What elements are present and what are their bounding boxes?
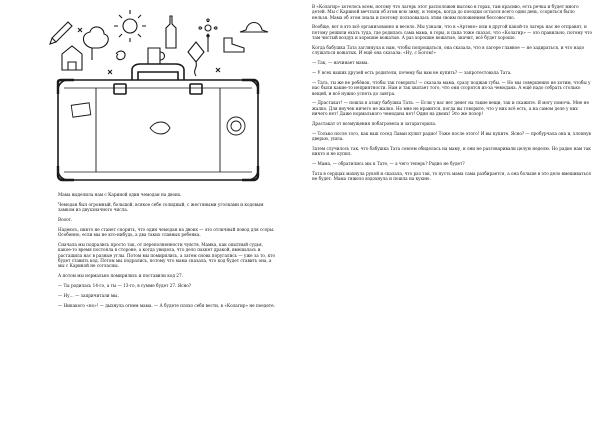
paragraph: Чемодан был огромный, большой, всякое себе солидный, с жестяными уголками и кодовым замком из двухзначного числа. xyxy=(58,201,264,213)
paragraph: Вообще, вот в это всё организованно и весело. Мы узнали, что в «Артеке» или в другой какой-то лагерь нас не отправят, и потому решили ехать туда, где родилась сама мама, в горы, и папа тоже сказал, что «Колагир» — это правильно, потому что там чистый воздух и хорошие вожатые. А раз хорошие вожатые, значит, всё будет хорошо. xyxy=(312,24,592,41)
right-page-text xyxy=(312,4,592,186)
suitcase-illustration xyxy=(20,8,282,188)
paragraph: Когда бабушка Тата заглянула к нам, чтобы попрощаться, она сказала, что в лагере главное — не задираться, и что надо слушаться вожатых. И ещё она сказала: «Ну, с Богом!» xyxy=(312,44,585,56)
paragraph: — Ну… — запричитали мы. xyxy=(58,293,119,299)
paragraph: Драстакат от возмущения побагровела и затараторила. xyxy=(312,120,437,126)
left-page-text xyxy=(58,192,278,313)
paragraph: — У всех ваших друзей есть родители, почему бы вам не купить? — запротестовала Тата. xyxy=(312,70,512,76)
paragraph: В «Колагир» хотелось всем, потому что лагерь этот расположен высоко в горах, там красиво, есть речка и будет много детей. Мы с Кариной мечтали об этом всю зиму, и теперь, когда до поездки остался всего один день, ссориться было нельзя. Мама об этом знала и поэтому пользовалась этим своим положением бессовестно. xyxy=(312,4,579,20)
paragraph: — Драстакат! — пошла в атаку бабушка Тата. — Если у вас нет денег на такие вещи, так и скажите. Я могу помочь. Мне не жалко. Для внучек ничего не жалко. Но мне не нравится, когда вы говорите, что у них всё есть, а на самом деле у них ничего нет! Даже нормального чемодана нет! Один на двоих! Это же позор! xyxy=(312,100,589,117)
paragraph: Мама выделила нам с Кариной один чемодан на двоих. xyxy=(58,192,182,197)
right-page xyxy=(300,0,600,424)
paragraph: — Тата, ты же не ребёнок, чтобы так говорить! — сказала мама, сразу поджав губы. — Но мы совершенно не хотим, чтобы у нас были какие-то неприятности. Нам и так хватает того, что они ссорятся из-за чемодана. А ещё надо собрать столько вещей, и всё нужно успеть до завтра. xyxy=(312,79,591,96)
paragraph: — Ты родилась 14-го, а ты — 13-го, в сумме будет 27. Ясно? xyxy=(58,283,192,289)
paragraph: Вооот. xyxy=(58,217,73,223)
paragraph: Тата в сердцах махнула рукой и сказала, что раз так, то пусть мама сама разбирается, а она больше в это дело вмешиваться не будет. Мама тяжело вздохнула и пошла на кухню. xyxy=(312,171,591,182)
paragraph: Надеюсь, никто не станет спорить, что один чемодан на двоих — это отличный повод для ссоры. Особенно, если мы не кто-нибудь, а два таких славных ребенка. xyxy=(58,226,275,238)
paragraph: А потом мы нормально помирились и поставили код 27. xyxy=(58,273,183,279)
paragraph: — Никакого «но»! — дыхнула огнем мама. — А будете плохо себя вести, в «Колагир» не поедете. xyxy=(58,302,275,308)
paragraph: — Только после того, как ваш сосед Лаван купит радио! Тоже после этого! И вы купите. Ясно? — пробурчала она и, хлопнув дверью, ушла. xyxy=(312,130,591,142)
paragraph: — Так, — начинает мама. xyxy=(312,60,369,66)
paragraph: Сначала мы подрались просто так, от переполненности чувств. Мамка, как опытный судья, какое-то время постояла в стороне, а когда увидела, что дело пахнет дракой, вмешалась и растащила нас в разные углы. Потом мы помирились, а затем снова поругались — уже за то, кто будет ставить код. Потом мы подрались, потому что мама сказала, что код будет ставить она, а мы с Кариной не согласны. xyxy=(58,242,276,269)
paragraph: Затем случилось так, что бабушка Тата совсем обиделась на маму, и они не разговаривали целую неделю. Но радио нам так никто и не купил. xyxy=(312,145,591,157)
paragraph: — Мама, — обратились мы к Тате, — а чего теперь? Радио не будет? xyxy=(312,161,465,167)
